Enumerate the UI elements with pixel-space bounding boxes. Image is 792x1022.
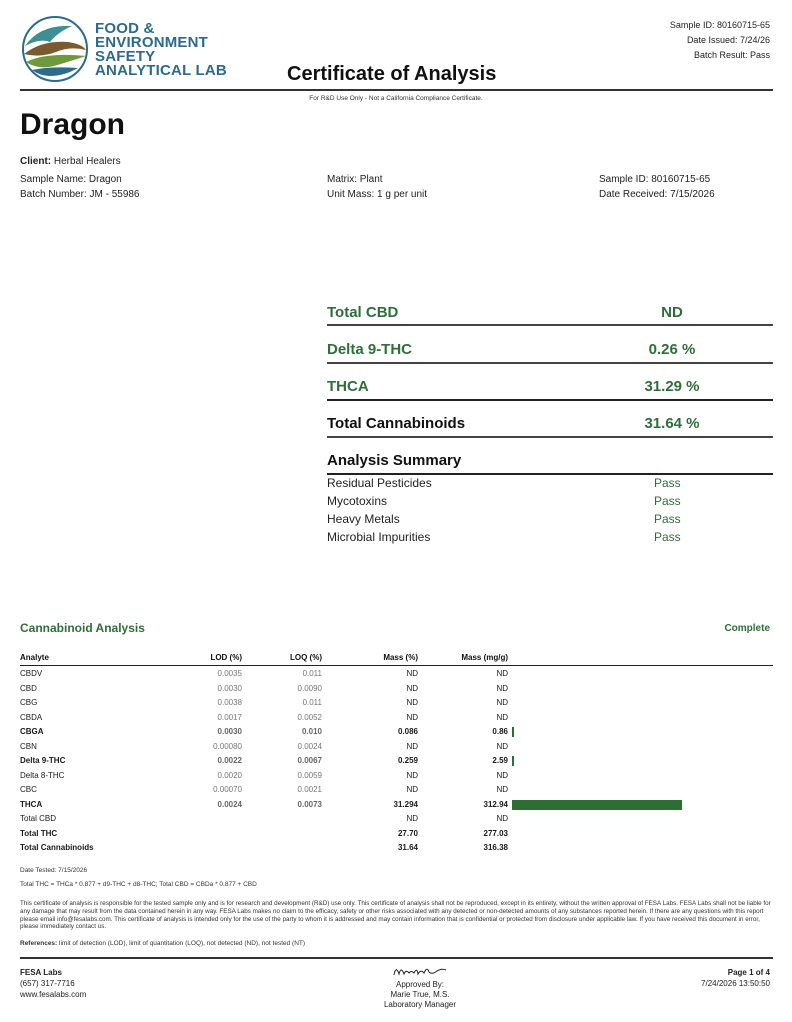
cell-mass-mgg: 312.94 bbox=[483, 799, 508, 809]
references-label: References: bbox=[20, 940, 58, 947]
cell-mass-pct: ND bbox=[406, 698, 418, 707]
lab-name-line: ENVIRONMENT bbox=[95, 34, 209, 51]
result-label: Total CBD bbox=[327, 304, 399, 321]
cell-analyte: THCA bbox=[20, 799, 43, 809]
footer-approval bbox=[340, 963, 500, 1010]
date-received: Date Received: 7/15/2026 bbox=[599, 189, 715, 200]
cell-lod: 0.0038 bbox=[217, 698, 242, 707]
table-row bbox=[20, 667, 773, 682]
legal-disclaimer: This certificate of analysis is responsible for the tested sample only and is for research and development (R&D) use only. This certificate of analysis shall not be reproduced, except in its entirety, without the written approval of FESA Labs. FESA Labs shall not be liable for any damage that may result from the data contained herein in any way. FESA Labs makes no claim to the efficacy, safety or other risks associated with any detected or non-detected amounts of any substances reported herein. If there are any questions with this report please email info@fesalabs.com. This certificate of analysis is intended only for the use of the party to whom it is addressed and may contain information that is confidential or protected from disclosure under applicable law. If you have received this document in error, please immediately contact us. bbox=[20, 900, 771, 931]
result-label: Total Cannabinoids bbox=[327, 415, 466, 432]
cell-mass-mgg: ND bbox=[496, 712, 508, 722]
table-row bbox=[20, 783, 773, 798]
cell-analyte: CBD bbox=[20, 683, 37, 693]
column-header-mass-mgg: Mass (mg/g) bbox=[461, 653, 508, 662]
header-meta bbox=[670, 18, 770, 63]
footer-phone: (657) 317-7716 bbox=[20, 979, 75, 988]
table-row bbox=[20, 711, 773, 726]
table-row bbox=[20, 696, 773, 711]
column-header-loq: LOQ (%) bbox=[290, 653, 322, 662]
result-value: 31.29 % bbox=[644, 378, 700, 395]
cell-loq: 0.010 bbox=[301, 727, 322, 736]
cell-mass-pct: 0.086 bbox=[397, 727, 418, 736]
summary-item bbox=[327, 530, 773, 548]
cell-loq: 0.0024 bbox=[297, 741, 322, 751]
result-value: 0.26 % bbox=[648, 341, 696, 358]
cell-lod: 0.00080 bbox=[213, 741, 242, 751]
sample-title: Dragon bbox=[20, 108, 125, 141]
lab-logo-icon bbox=[20, 16, 90, 82]
top-disclaimer: For R&D Use Only - Not a California Compliance Certificate. bbox=[309, 95, 483, 102]
cell-analyte: CBGA bbox=[20, 727, 44, 736]
signature-icon bbox=[390, 963, 450, 979]
summary-item-name: Microbial Impurities bbox=[327, 530, 431, 544]
total-formula: Total THC = THCa * 0.877 + d9-THC + d8-THC; Total CBD = CBDa * 0.877 + CBD bbox=[20, 881, 257, 888]
summary-item-name: Heavy Metals bbox=[327, 512, 400, 526]
column-header-lod: LOD (%) bbox=[210, 653, 242, 662]
lab-name-line: FOOD & bbox=[95, 20, 155, 37]
cell-mass-pct: ND bbox=[406, 814, 418, 823]
cell-analyte: CBDV bbox=[20, 669, 43, 678]
cell-analyte: CBN bbox=[20, 741, 37, 751]
cell-mass-mgg: ND bbox=[496, 683, 508, 693]
cell-mass-mgg: ND bbox=[496, 741, 508, 751]
cell-mass-pct: ND bbox=[406, 669, 418, 678]
cell-mass-pct: 31.294 bbox=[393, 799, 418, 809]
cell-loq: 0.0073 bbox=[297, 799, 322, 809]
cell-mass-mgg: 277.03 bbox=[483, 828, 508, 838]
cell-mass-pct: ND bbox=[406, 785, 418, 794]
cell-analyte: CBDA bbox=[20, 712, 43, 722]
result-value: 31.64 % bbox=[644, 415, 700, 432]
result-value: ND bbox=[661, 304, 683, 321]
summary-item bbox=[327, 512, 773, 530]
mass-bar bbox=[512, 800, 682, 810]
footer-company: FESA Labs bbox=[20, 968, 62, 977]
table-header bbox=[20, 651, 773, 666]
cell-loq: 0.0090 bbox=[297, 683, 322, 693]
cell-lod: 0.0035 bbox=[217, 669, 242, 678]
lab-name-line: SAFETY bbox=[95, 48, 156, 65]
cell-lod: 0.0020 bbox=[217, 770, 242, 780]
result-divider bbox=[327, 362, 773, 364]
table-row bbox=[20, 725, 773, 740]
result-divider bbox=[327, 324, 773, 326]
footer-website: www.fesalabs.com bbox=[20, 990, 87, 999]
cell-analyte: CBG bbox=[20, 698, 38, 707]
client-line bbox=[20, 156, 121, 167]
cannabinoid-analysis-title: Cannabinoid Analysis bbox=[20, 621, 145, 635]
cell-loq: 0.0052 bbox=[297, 712, 322, 722]
table-row bbox=[20, 682, 773, 697]
header-sample-id: Sample ID: 80160715-65 bbox=[669, 20, 770, 30]
column-header-analyte: Analyte bbox=[20, 653, 49, 662]
summary-item-status: Pass bbox=[654, 530, 681, 544]
table-row bbox=[20, 827, 773, 842]
summary-item-name: Mycotoxins bbox=[327, 494, 388, 508]
table-row bbox=[20, 812, 773, 827]
cell-mass-mgg: ND bbox=[496, 669, 508, 678]
cell-lod: 0.00070 bbox=[213, 785, 242, 794]
result-row-total-cbd bbox=[327, 304, 773, 332]
table-row bbox=[20, 841, 773, 856]
cell-mass-mgg: 2.59 bbox=[492, 756, 508, 765]
summary-item bbox=[327, 494, 773, 512]
footer-contact bbox=[20, 967, 86, 1000]
unit-mass: Unit Mass: 1 g per unit bbox=[327, 189, 428, 200]
header-date-issued: Date Issued: 7/24/26 bbox=[686, 35, 770, 45]
cell-analyte: Delta 8-THC bbox=[20, 770, 65, 780]
cell-mass-mgg: ND bbox=[496, 698, 508, 707]
approver-title: Laboratory Manager bbox=[383, 1000, 457, 1009]
table-header-divider bbox=[20, 665, 773, 666]
result-row-delta9 bbox=[327, 341, 773, 369]
lab-name bbox=[95, 22, 227, 78]
page-number: Page 1 of 4 bbox=[727, 968, 770, 977]
cell-mass-mgg: ND bbox=[496, 770, 508, 780]
summary-item-status: Pass bbox=[654, 512, 681, 526]
cell-loq: 0.0059 bbox=[297, 770, 322, 780]
mass-bar bbox=[512, 727, 514, 737]
result-row-thca bbox=[327, 378, 773, 406]
analysis-summary-title: Analysis Summary bbox=[327, 452, 462, 469]
cell-analyte: CBC bbox=[20, 785, 37, 794]
summary-item bbox=[327, 476, 773, 494]
footer-page-info bbox=[701, 967, 770, 989]
cell-mass-mgg: ND bbox=[496, 814, 508, 823]
cell-mass-pct: ND bbox=[406, 683, 418, 693]
cell-loq: 0.011 bbox=[302, 698, 322, 707]
cell-analyte: Delta 9-THC bbox=[20, 756, 66, 765]
document-title: Certificate of Analysis bbox=[287, 63, 497, 85]
cell-lod: 0.0030 bbox=[217, 683, 242, 693]
footer-divider bbox=[20, 957, 773, 959]
batch-number: Batch Number: JM - 55986 bbox=[20, 189, 140, 200]
cell-mass-mgg: ND bbox=[496, 785, 508, 794]
cell-mass-pct: ND bbox=[406, 770, 418, 780]
sample-name: Sample Name: Dragon bbox=[20, 174, 122, 185]
matrix: Matrix: Plant bbox=[327, 174, 383, 185]
cell-lod: 0.0024 bbox=[217, 799, 242, 809]
cell-loq: 0.0067 bbox=[297, 756, 322, 765]
cell-mass-pct: 31.64 bbox=[397, 843, 418, 852]
cell-loq: 0.0021 bbox=[297, 785, 322, 794]
sample-id: Sample ID: 80160715-65 bbox=[599, 174, 711, 185]
cannabinoid-status: Complete bbox=[724, 623, 770, 634]
cell-mass-pct: 0.259 bbox=[397, 756, 418, 765]
cell-mass-pct: ND bbox=[406, 712, 418, 722]
table-row bbox=[20, 740, 773, 755]
cell-mass-mgg: 0.86 bbox=[492, 727, 508, 736]
approved-by-label: Approved By: bbox=[395, 980, 445, 989]
result-divider bbox=[327, 399, 773, 401]
cell-mass-mgg: 316.38 bbox=[483, 843, 508, 852]
references bbox=[20, 940, 305, 947]
cell-lod: 0.0022 bbox=[217, 756, 242, 765]
cell-analyte: Total CBD bbox=[20, 814, 57, 823]
client-label: Client: bbox=[20, 156, 52, 167]
result-label: Delta 9-THC bbox=[327, 341, 413, 358]
cell-loq: 0.011 bbox=[302, 669, 322, 678]
cell-analyte: Total THC bbox=[20, 828, 58, 838]
client-value: Herbal Healers bbox=[53, 156, 121, 167]
cell-mass-pct: ND bbox=[406, 741, 418, 751]
mass-bar bbox=[512, 756, 514, 766]
date-tested: Date Tested: 7/15/2026 bbox=[20, 867, 88, 874]
lab-name-line: ANALYTICAL LAB bbox=[95, 62, 227, 79]
header-divider bbox=[20, 89, 773, 91]
summary-item-name: Residual Pesticides bbox=[327, 476, 432, 490]
references-text: limit of detection (LOD), limit of quantitation (LOQ), not detected (ND), not tested (NT) bbox=[57, 940, 306, 947]
result-label: THCA bbox=[327, 378, 369, 395]
table-row bbox=[20, 798, 773, 813]
cell-analyte: Total Cannabinoids bbox=[20, 843, 94, 852]
table-row bbox=[20, 769, 773, 784]
result-divider bbox=[327, 436, 773, 438]
footer-timestamp: 7/24/2026 13:50:50 bbox=[701, 979, 770, 988]
result-row-total-cannabinoids bbox=[327, 415, 773, 443]
table-row bbox=[20, 754, 773, 769]
approver-name: Marie True, M.S. bbox=[390, 990, 450, 999]
summary-item-status: Pass bbox=[654, 476, 681, 490]
column-header-mass-pct: Mass (%) bbox=[383, 653, 418, 662]
summary-divider bbox=[327, 473, 773, 475]
summary-item-status: Pass bbox=[654, 494, 681, 508]
cell-lod: 0.0017 bbox=[217, 712, 242, 722]
cell-lod: 0.0030 bbox=[217, 727, 242, 736]
cell-mass-pct: 27.70 bbox=[397, 828, 418, 838]
header-batch-result: Batch Result: Pass bbox=[693, 50, 770, 60]
